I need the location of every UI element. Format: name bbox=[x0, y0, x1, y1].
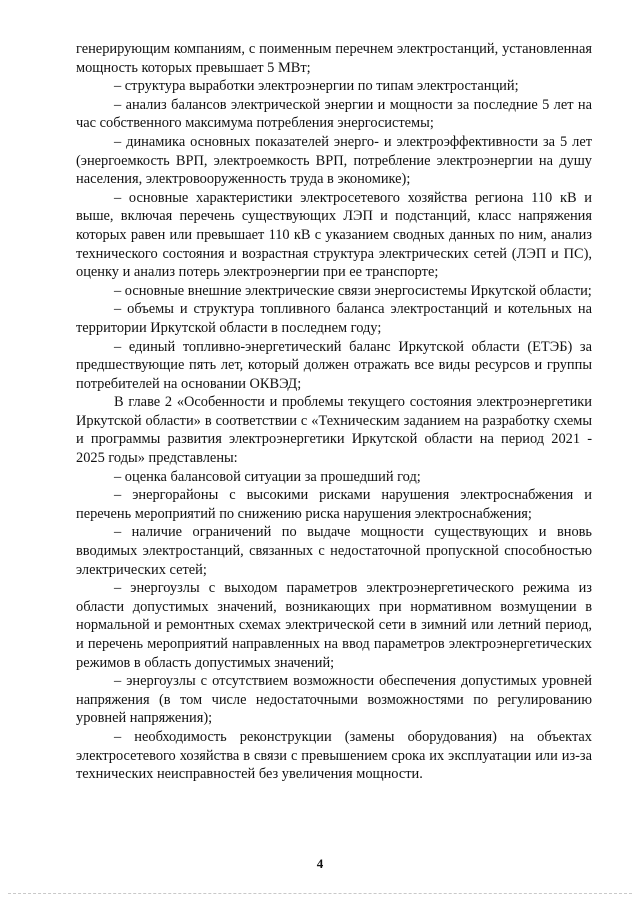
scan-edge-divider bbox=[8, 893, 632, 894]
page-number: 4 bbox=[316, 856, 324, 871]
list-item-external-links: – основные внешние электрические связи энергосистемы Иркутской области; bbox=[114, 282, 592, 299]
list-item-voltage-levels: – энергоузлы с отсутствием возможности обеспечения допустимых уровней напряжения (в том числе недостаточными возможностями по регулированию уровней напряжения); bbox=[76, 673, 592, 727]
list-item-balance-situation: – оценка балансовой ситуации за прошедший год; bbox=[114, 468, 421, 485]
paragraph-chapter-2: В главе 2 «Особенности и проблемы текущего состояния электроэнергетики Иркутской области» в соответствии с «Техническим заданием на разработку схемы и программы развития электроэнергетики Иркутской области на период 2021 - 2025 годы» представлены: bbox=[76, 394, 592, 467]
list-item-reconstruction: – необходимость реконструкции (замены оборудования) на объектах электросетевого хозяйства в связи с превышением срока их эксплуатации или из-за технических неисправностей без увеличения мощности. bbox=[76, 728, 592, 783]
list-item-efficiency-dynamics: – динамика основных показателей энерго- и электроэффективности за 5 лет (энергоемкость ВРП, электроемкость ВРП, потребление электроэнергии на душу населения, электровооруженность труда в экономике); bbox=[76, 133, 592, 188]
list-item-high-risk-areas: – энергорайоны с высокими рисками нарушения электроснабжения и перечень мероприятий по снижению риска нарушения электроснабжения; bbox=[76, 487, 592, 522]
paragraph-generating-companies: генерирующим компаниям, с поименным перечнем электростанций, установленная мощность которых превышает 5 МВт; bbox=[76, 41, 592, 76]
document-body bbox=[76, 40, 592, 784]
list-item-grid-characteristics: – основные характеристики электросетевого хозяйства региона 110 кВ и выше, включая перечень существующих ЛЭП и подстанций, класс напряжения которых равен или превышает 110 кВ с указанием сводных данных по ним, анализ технического состояния и возрастная структура электрических сетей (ЛЭП и ПС), оценку и анализ потерь электроэнергии при ее транспорте; bbox=[76, 189, 592, 281]
list-item-fuel-balance: – объемы и структура топливного баланса электростанций и котельных на территории Иркутской области в последнем году; bbox=[76, 301, 592, 336]
list-item-balance-analysis: – анализ балансов электрической энергии и мощности за последние 5 лет на час собственного максимума потребления энергосистемы; bbox=[76, 96, 592, 132]
list-item-regime-parameters: – энергоузлы с выходом параметров электроэнергетического режима из области допустимых значений, возникающих при нормативном возмущении в нормальной и ремонтных схемах электрической сети в зимний или летний период, и перечень мероприятий направленных на ввод параметров электроэнергетических режимов в область допустимых значений; bbox=[76, 580, 592, 671]
list-item-unified-balance: – единый топливно-энергетический баланс Иркутской области (ЕТЭБ) за предшествующие пять лет, который должен отражать все виды ресурсов и группы потребителей на основании ОКВЭД; bbox=[76, 338, 592, 392]
list-item-output-limits: – наличие ограничений по выдаче мощности существующих и вновь вводимых электростанций, связанных с недостаточной пропускной способностью электрических сетей; bbox=[76, 524, 592, 578]
list-item-generation-structure: – структура выработки электроэнергии по типам электростанций; bbox=[114, 78, 519, 95]
